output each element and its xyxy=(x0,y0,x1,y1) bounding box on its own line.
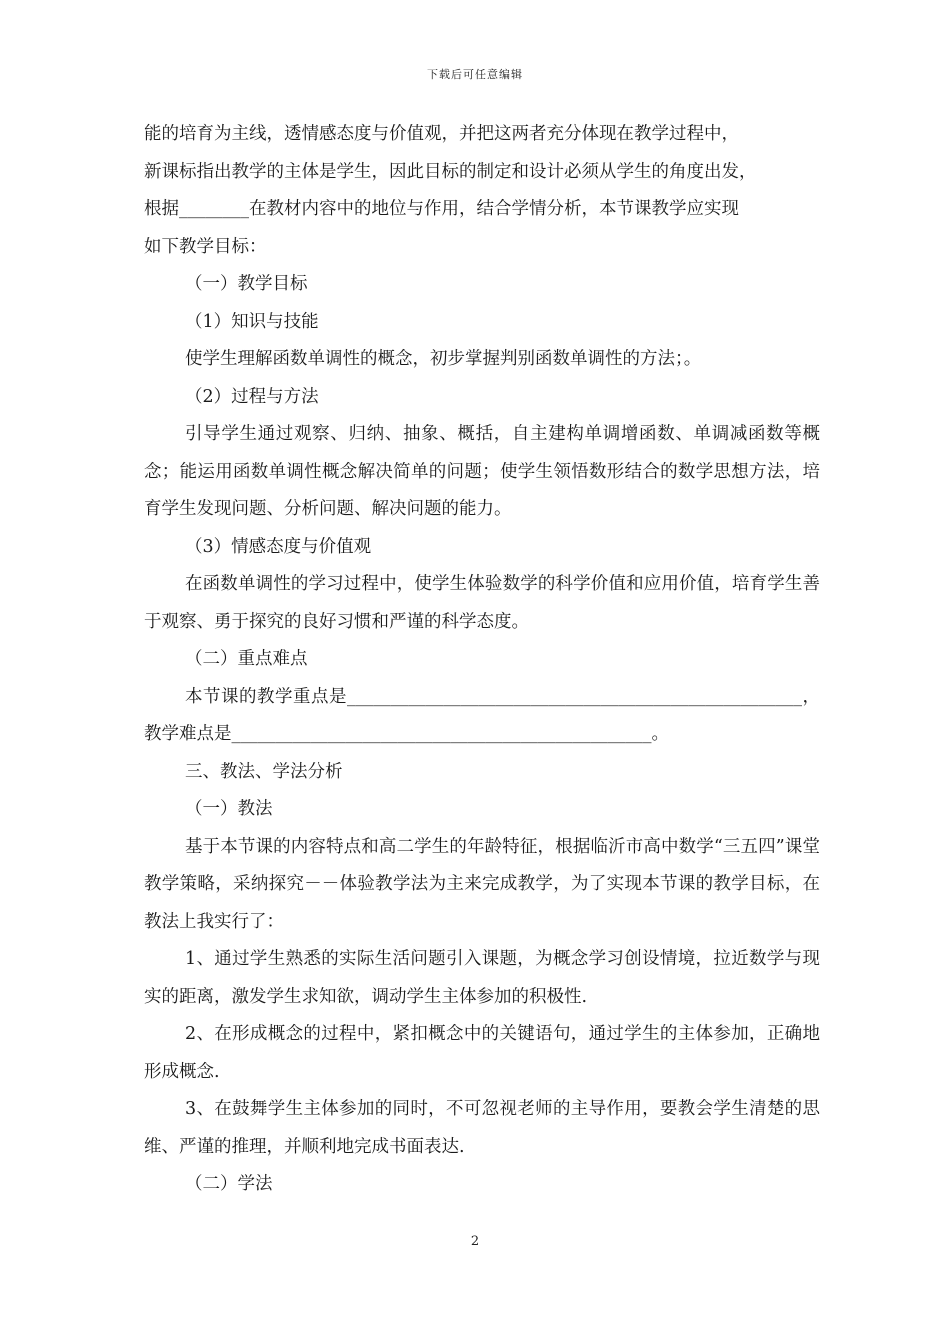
subsection-heading: （1）知识与技能 xyxy=(185,311,319,332)
paragraph: 如下教学目标： xyxy=(144,236,267,257)
section-heading: 三、教法、学法分析 xyxy=(185,761,343,782)
paragraph: 使学生理解函数单调性的概念，初步掌握判别函数单调性的方法；。 xyxy=(185,349,702,369)
section-heading: （一）教学目标 xyxy=(185,274,308,294)
subsection-heading: （一）教法 xyxy=(185,799,273,819)
list-item: 2、在形成概念的过程中，紧扣概念中的关键语句，通过学生的主体参加，正确地形成概念. xyxy=(144,1024,820,1082)
paragraph: 基于本节课的内容特点和高二学生的年龄特征，根据临沂市高中数学“三五四”课堂教学策略，采纳探究－－体验教学法为主来完成教学，为了实现本节课的教学目标，在教法上我实行了： xyxy=(144,836,820,932)
paragraph: 新课标指出教学的主体是学生，因此目标的制定和设计必须从学生的角度出发， xyxy=(144,161,757,182)
paragraph-fill-in: 本节课的教学重点是____________________________________________________，教学难点是________________________________________________。 xyxy=(144,686,820,744)
document-body xyxy=(144,116,820,1204)
paragraph: 根据________在教材内容中的地位与作用，结合学情分析，本节课教学应实现 xyxy=(144,199,739,219)
page-header: 下载后可任意编辑 xyxy=(427,68,523,81)
paragraph: 引导学生通过观察、归纳、抽象、概括，自主建构单调增函数、单调减函数等概念；能运用函数单调性概念解决简单的问题；使学生领悟数形结合的数学思想方法，培育学生发现问题、分析问题、解决问题的能力。 xyxy=(144,424,820,519)
subsection-heading: （2）过程与方法 xyxy=(185,386,319,407)
list-item: 3、在鼓舞学生主体参加的同时，不可忽视老师的主导作用，要教会学生清楚的思维、严谨的推理，并顺利地完成书面表达. xyxy=(144,1099,820,1157)
section-heading: （二）重点难点 xyxy=(185,649,308,669)
subsection-heading: （3）情感态度与价值观 xyxy=(185,536,372,557)
page-number: 2 xyxy=(470,1234,480,1249)
paragraph: 能的培育为主线，透情感态度与价值观，并把这两者充分体现在教学过程中， xyxy=(144,124,739,144)
paragraph: 在函数单调性的学习过程中，使学生体验数学的科学价值和应用价值，培育学生善于观察、勇于探究的良好习惯和严谨的科学态度。 xyxy=(144,574,820,632)
list-item: 1、通过学生熟悉的实际生活问题引入课题，为概念学习创设情境，拉近数学与现实的距离，激发学生求知欲，调动学生主体参加的积极性. xyxy=(144,949,820,1007)
subsection-heading: （二）学法 xyxy=(185,1174,273,1194)
